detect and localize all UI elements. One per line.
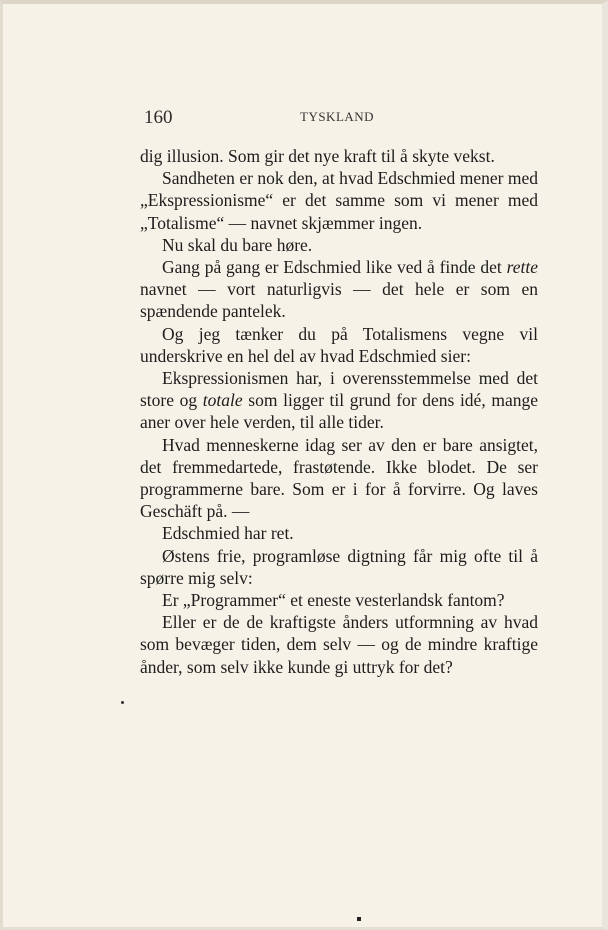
paragraph: Og jeg tænker du på Totalismens vegne vil underskrive en hel del av hvad Edschmied sier: — [140, 323, 538, 366]
page-number: 160 — [144, 107, 173, 128]
italic-word: totale — [202, 390, 243, 411]
paragraph-text: som ligger til grund for dens idé, mange aner over hele verden, til alle tider. — [140, 390, 538, 433]
paragraph: Sandheten er nok den, at hvad Edschmied mener med „Ekspressionisme“ er det samme som vi mener med „Totalisme“ — navnet skjæmmer ingen. — [140, 168, 538, 233]
paragraph: dig illusion. Som gir det nye kraft til å skyte vekst. — [140, 146, 495, 166]
paragraph: Eller er de de kraftigste ånders utformning av hvad som bevæger tiden, dem selv — og de mindre kraftige ånder, som selv ikke kunde gi uttryk for det? — [140, 612, 538, 677]
italic-word: rette — [506, 257, 538, 278]
paragraph: Hvad menneskerne idag ser av den er bare ansigtet, det fremmedartede, frastøtende. Ikke blodet. De ser programmerne bare. Som er i for å forvirre. Og laves Geschäft på. — — [140, 434, 538, 522]
body-text — [140, 145, 538, 678]
paragraph — [140, 367, 538, 434]
paragraph: Nu skal du bare høre. — [162, 234, 313, 255]
paragraph — [140, 256, 538, 323]
paragraph-text: Ekspressionismen har, i overensstemmelse med det store og — [140, 368, 538, 411]
page-header — [140, 107, 536, 131]
paragraph: Edschmied har ret. — [162, 523, 294, 544]
running-head: TYSKLAND — [300, 109, 375, 124]
paragraph-text: navnet — vort naturligvis — det hele er som en spændende pantelek. — [140, 279, 538, 322]
paragraph-text: Gang på gang er Edschmied like ved å finde det — [162, 257, 507, 278]
paragraph: Er „Programmer“ et eneste vesterlandsk fantom? — [162, 590, 505, 611]
margin-speck — [121, 701, 124, 704]
paragraph: Østens frie, programløse digtning får mig ofte til å spørre mig selv: — [140, 545, 538, 588]
print-speck — [357, 917, 361, 921]
